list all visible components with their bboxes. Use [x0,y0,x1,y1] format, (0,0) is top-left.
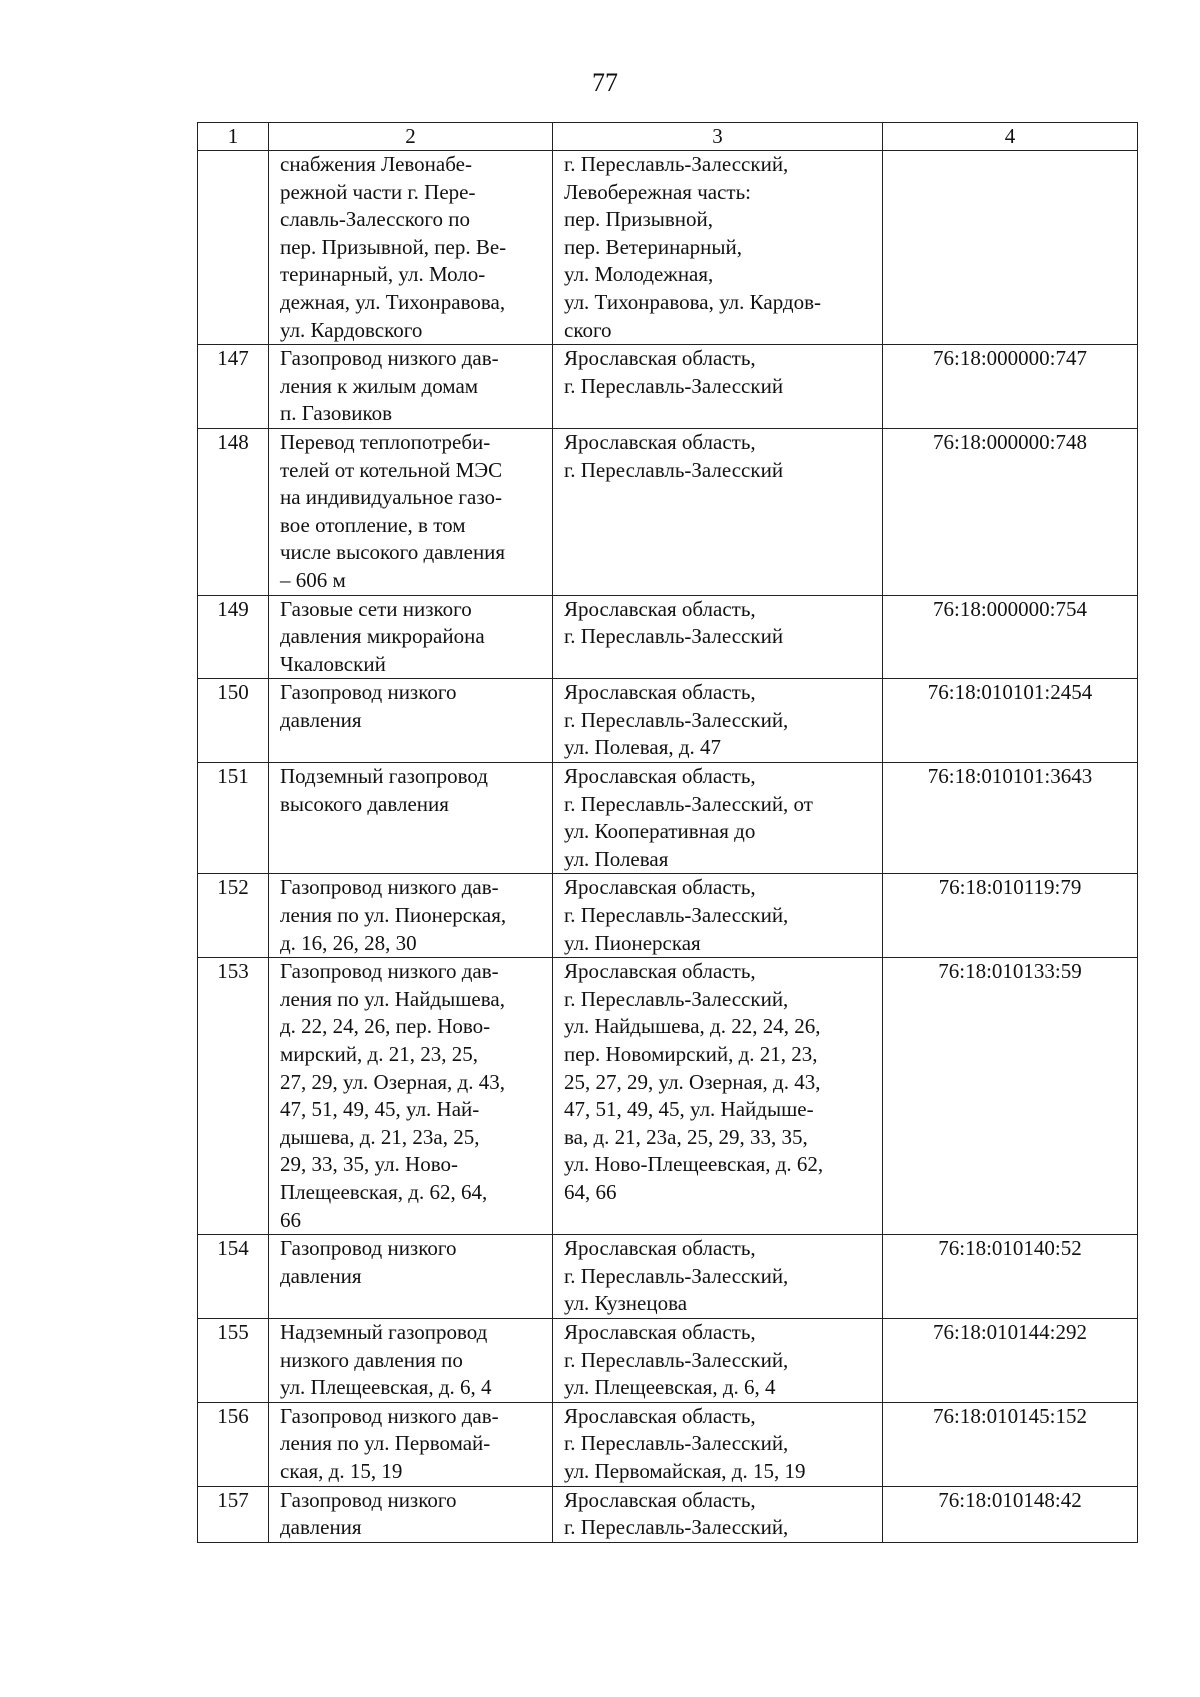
table-row [198,1486,1138,1542]
object-name-line: Надземный газопровод [280,1319,488,1344]
address-cell [553,345,883,429]
object-name-line: давления [280,1515,362,1540]
object-name-line: ул. Плещеевская, д. 6, 4 [280,1375,492,1400]
address-line: ва, д. 21, 23а, 25, 29, 33, 35, [564,1124,808,1149]
address-line: ул. Полевая [564,846,669,871]
object-name-line: вое отопление, в том [280,512,466,537]
object-name-cell [269,345,553,429]
address-line: Ярославская область, [564,680,756,705]
column-header-4: 4 [883,123,1138,151]
object-name-line: снабжения Левонабе- [280,152,472,176]
object-name-line: режной части г. Пере- [280,179,476,204]
address-line: Ярославская область, [564,875,756,900]
column-header-3: 3 [553,123,883,151]
object-name-line: 29, 33, 35, ул. Ново- [280,1152,458,1177]
object-name-line: Перевод теплопотреби- [280,429,491,454]
object-name-line: ления по ул. Первомай- [280,1431,491,1456]
object-name-line: дежная, ул. Тихонравова, [280,289,506,314]
address-line: 25, 27, 29, ул. Озерная, д. 43, [564,1069,821,1094]
address-line: ского [564,317,612,342]
address-cell [553,428,883,595]
address-cell [553,595,883,679]
row-number: 152 [198,874,269,958]
object-name-line: д. 16, 26, 28, 30 [280,930,417,955]
table-header-row [198,123,1138,151]
object-name-line: Газопровод низкого дав- [280,1403,499,1428]
object-name-line: Газовые сети низкого [280,596,472,621]
object-name-line: – 606 м [280,567,346,592]
address-cell [553,679,883,763]
object-name-cell [269,874,553,958]
object-name-line: Подземный газопровод [280,764,488,789]
address-line: пер. Ветеринарный, [564,234,743,259]
address-line: ул. Пионерская [564,930,701,955]
object-name-line: Чкаловский [280,651,386,676]
address-line: ул. Найдышева, д. 22, 24, 26, [564,1014,821,1039]
address-cell [553,151,883,345]
object-name-line: ул. Кардовского [280,317,423,342]
object-name-cell [269,958,553,1235]
row-number: 150 [198,679,269,763]
table-row [198,679,1138,763]
column-header-1: 1 [198,123,269,151]
object-name-line: теринарный, ул. Моло- [280,262,486,287]
object-name-cell [269,763,553,874]
address-line: 47, 51, 49, 45, ул. Найдыше- [564,1097,814,1122]
table-row [198,345,1138,429]
object-name-line: Газопровод низкого [280,1487,457,1512]
address-cell [553,763,883,874]
object-name-line: высокого давления [280,791,449,816]
cadastral-number: 76:18:000000:754 [883,595,1138,679]
table-row [198,763,1138,874]
address-line: Ярославская область, [564,764,756,789]
address-line: 64, 66 [564,1179,617,1204]
row-number: 149 [198,595,269,679]
address-line: Ярославская область, [564,1403,756,1428]
table-row [198,1235,1138,1319]
address-line: Ярославская область, [564,1236,756,1261]
cadastral-number [883,151,1138,345]
cadastral-number: 76:18:010140:52 [883,1235,1138,1319]
object-name-line: Плещеевская, д. 62, 64, [280,1179,488,1204]
row-number: 147 [198,345,269,429]
address-line: г. Переславль-Залесский [564,457,784,482]
row-number [198,151,269,345]
address-line: Ярославская область, [564,346,756,371]
object-name-line: ская, д. 15, 19 [280,1458,403,1483]
object-name-line: низкого давления по [280,1347,463,1372]
registry-table [197,122,1138,1543]
row-number: 157 [198,1486,269,1542]
address-line: Ярославская область, [564,596,756,621]
object-name-line: ления к жилым домам [280,373,479,398]
object-name-line: мирский, д. 21, 23, 25, [280,1042,478,1066]
address-line: г. Переславль-Залесский, [564,152,789,176]
object-name-line: ления по ул. Найдышева, [280,986,505,1011]
address-line: ул. Кооперативная до [564,819,756,844]
object-name-line: давления микрорайона [280,624,485,649]
address-line: г. Переславль-Залесский, [564,986,789,1011]
object-name-line: дышева, д. 21, 23а, 25, [280,1124,480,1149]
table-row [198,1402,1138,1486]
address-cell [553,1235,883,1319]
address-line: г. Переславль-Залесский, [564,903,789,928]
row-number: 156 [198,1402,269,1486]
object-name-line: телей от котельной МЭС [280,457,503,482]
address-line: г. Переславль-Залесский, [564,1515,789,1540]
object-name-line: давления [280,707,362,732]
column-header-2: 2 [269,123,553,151]
cadastral-number: 76:18:010145:152 [883,1402,1138,1486]
address-line: г. Переславль-Залесский, [564,1347,789,1372]
address-line: ул. Тихонравова, ул. Кардов- [564,289,822,314]
object-name-cell [269,151,553,345]
address-line: г. Переславль-Залесский, [564,1263,789,1288]
object-name-line: п. Газовиков [280,401,393,426]
object-name-line: Газопровод низкого дав- [280,346,499,371]
cadastral-number: 76:18:010101:3643 [883,763,1138,874]
row-number: 148 [198,428,269,595]
cadastral-number: 76:18:010101:2454 [883,679,1138,763]
object-name-cell [269,1402,553,1486]
cadastral-number: 76:18:000000:748 [883,428,1138,595]
cadastral-number: 76:18:010119:79 [883,874,1138,958]
row-number: 151 [198,763,269,874]
row-number: 155 [198,1318,269,1402]
address-line: г. Переславль-Залесский [564,373,784,398]
address-line: Ярославская область, [564,429,756,454]
object-name-cell [269,595,553,679]
cadastral-number: 76:18:010144:292 [883,1318,1138,1402]
object-name-line: ления по ул. Пионерская, [280,903,507,928]
address-line: пер. Призывной, [564,207,714,232]
address-line: г. Переславль-Залесский, [564,707,789,732]
object-name-line: Газопровод низкого [280,680,457,705]
object-name-cell [269,1486,553,1542]
address-line: г. Переславль-Залесский, от [564,791,813,816]
address-line: ул. Ново-Плещеевская, д. 62, [564,1152,824,1177]
address-cell [553,958,883,1235]
object-name-line: Газопровод низкого дав- [280,959,499,984]
cadastral-number: 76:18:000000:747 [883,345,1138,429]
address-cell [553,1318,883,1402]
object-name-line: на индивидуальное газо- [280,485,502,510]
address-line: Ярославская область, [564,1319,756,1344]
object-name-line: Газопровод низкого [280,1236,457,1261]
object-name-line: пер. Призывной, пер. Ве- [280,234,507,259]
address-line: г. Переславль-Залесский, [564,1431,789,1456]
object-name-line: д. 22, 24, 26, пер. Ново- [280,1014,491,1039]
object-name-line: 47, 51, 49, 45, ул. Най- [280,1097,480,1122]
object-name-line: давления [280,1263,362,1288]
address-line: Ярославская область, [564,959,756,984]
address-cell [553,1402,883,1486]
row-number: 154 [198,1235,269,1319]
object-name-line: числе высокого давления [280,540,506,565]
address-line: ул. Молодежная, [564,262,714,287]
object-name-line: Газопровод низкого дав- [280,875,499,900]
object-name-cell [269,428,553,595]
object-name-line: славль-Залесского по [280,207,471,232]
address-line: ул. Кузнецова [564,1291,688,1316]
address-line: ул. Первомайская, д. 15, 19 [564,1458,806,1483]
cadastral-number: 76:18:010133:59 [883,958,1138,1235]
table-row [198,1318,1138,1402]
row-number: 153 [198,958,269,1235]
table-row [198,428,1138,595]
address-line: ул. Плещеевская, д. 6, 4 [564,1375,776,1400]
address-line: г. Переславль-Залесский [564,624,784,649]
page-number: 77 [592,68,618,97]
table-row [198,874,1138,958]
address-cell [553,874,883,958]
cadastral-number: 76:18:010148:42 [883,1486,1138,1542]
table-row [198,151,1138,345]
address-line: Левобережная часть: [564,179,752,204]
address-line: пер. Новомирский, д. 21, 23, [564,1042,818,1066]
table-row [198,958,1138,1235]
address-cell [553,1486,883,1542]
address-line: Ярославская область, [564,1487,756,1512]
object-name-line: 27, 29, ул. Озерная, д. 43, [280,1069,505,1094]
object-name-cell [269,1318,553,1402]
object-name-line: 66 [280,1207,301,1232]
object-name-cell [269,1235,553,1319]
address-line: ул. Полевая, д. 47 [564,735,722,760]
object-name-cell [269,679,553,763]
table-row [198,595,1138,679]
